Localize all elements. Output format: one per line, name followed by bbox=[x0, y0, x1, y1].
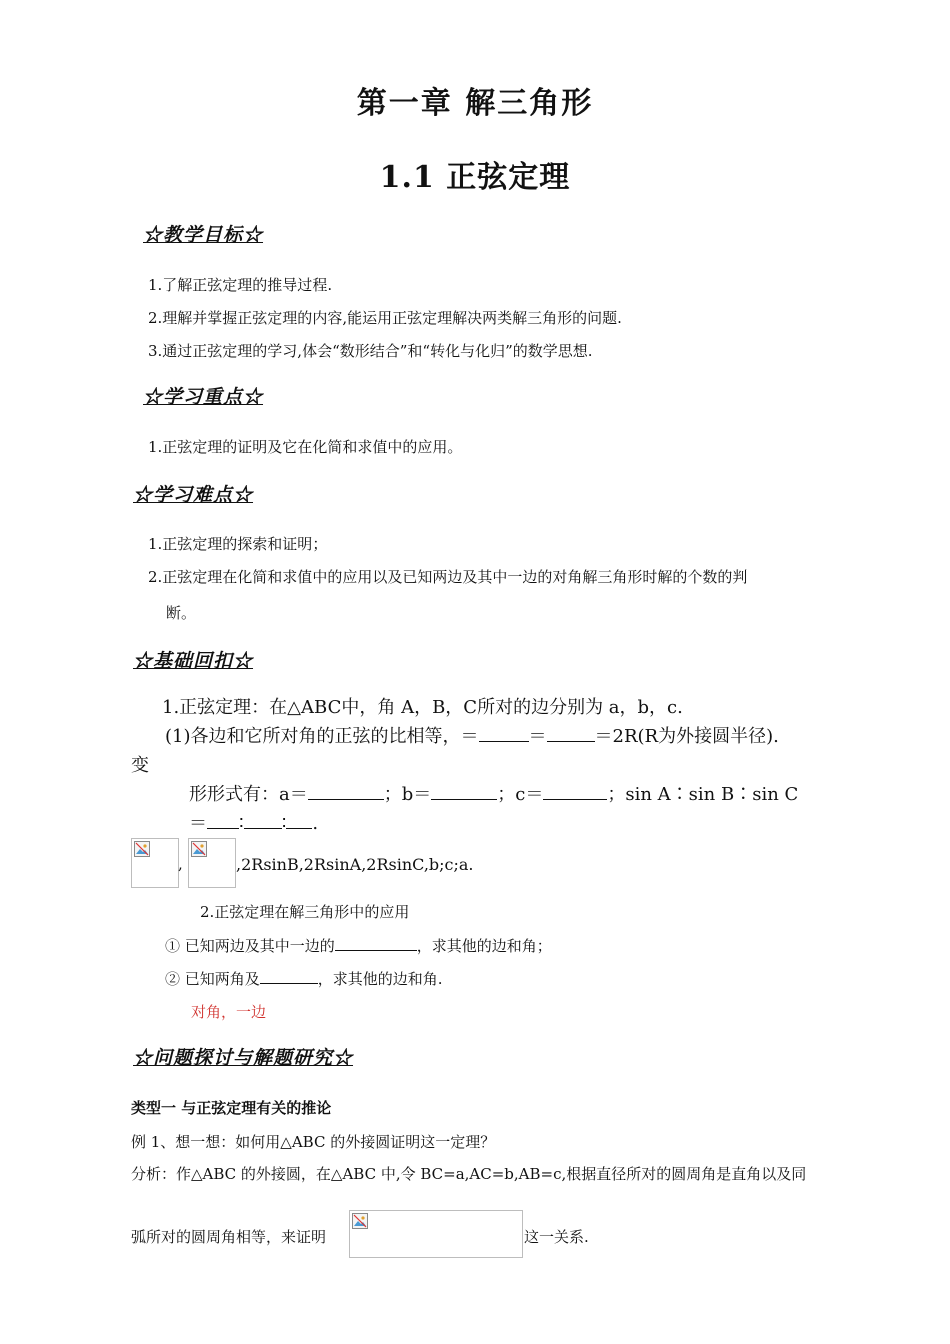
broken-image-icon bbox=[191, 841, 207, 857]
section-title: 1.1 正弦定理 bbox=[379, 160, 571, 195]
blank-c bbox=[543, 785, 607, 800]
key-point-item-1: 1.正弦定理的证明及它在化简和求值中的应用。 bbox=[148, 438, 463, 456]
basics-line-3: 变 bbox=[131, 755, 149, 776]
answer-separator: , bbox=[178, 855, 183, 873]
basics-line-5-a: ＝ bbox=[189, 813, 207, 834]
blank-b bbox=[431, 785, 497, 800]
blank-ratio-sin-b bbox=[244, 814, 282, 829]
key-points-heading: ☆学习重点☆ bbox=[143, 386, 264, 408]
blank-a bbox=[308, 785, 384, 800]
difficulties-heading: ☆学习难点☆ bbox=[133, 484, 254, 506]
blank-opposite-angle bbox=[335, 936, 417, 951]
blank-one-side bbox=[260, 969, 318, 984]
chapter-title: 第一章 解三角形 bbox=[356, 86, 594, 121]
broken-image-icon bbox=[352, 1213, 368, 1229]
objective-item-1: 1.了解正弦定理的推导过程. bbox=[148, 276, 333, 294]
broken-image-icon bbox=[134, 841, 150, 857]
analysis-line-1: 分析：作△ABC 的外接圆，在△ABC 中,令 BC=a,AC=b,AB=c,根据直径所对的圆周角是直角以及同 bbox=[131, 1165, 807, 1183]
type-1-title: 类型一 与正弦定理有关的推论 bbox=[131, 1099, 332, 1117]
analysis-line-2-b: 这一关系. bbox=[524, 1228, 589, 1246]
blank-ratio-sin-c bbox=[286, 814, 312, 829]
difficulty-item-1: 1.正弦定理的探索和证明； bbox=[148, 535, 328, 553]
basics-line-8 bbox=[165, 968, 443, 989]
blank-ratio-2 bbox=[547, 727, 595, 742]
basics-line-5-d: . bbox=[312, 813, 319, 834]
formula-image-3 bbox=[349, 1210, 523, 1258]
basics-line-1: 1.正弦定理：在△ABC中，角 A，B，C所对的边分别为 a，b，c. bbox=[162, 697, 683, 718]
basics-line-4-b: ；b＝ bbox=[383, 784, 432, 805]
basics-line-2-b: ＝ bbox=[528, 726, 547, 747]
basics-line-2-a: (1)各边和它所对角的正弦的比相等，＝ bbox=[165, 726, 479, 747]
basics-line-2 bbox=[165, 722, 779, 748]
basics-line-4-d: ；sin A∶sin B∶sin C bbox=[607, 784, 799, 805]
objective-item-2: 2.理解并掌握正弦定理的内容,能运用正弦定理解决两类解三角形的问题. bbox=[148, 309, 622, 327]
basics-line-8-a: ② 已知两角及 bbox=[165, 970, 260, 988]
basics-line-5-c: ∶ bbox=[281, 813, 287, 834]
difficulty-item-2-cont: 断。 bbox=[166, 604, 197, 622]
difficulty-item-2: 2.正弦定理在化简和求值中的应用以及已知两边及其中一边的对角解三角形时解的个数的判 bbox=[148, 568, 748, 586]
basics-line-5-b: ∶ bbox=[239, 813, 244, 834]
objective-item-3: 3.通过正弦定理的学习,体会“数形结合”和“转化与化归”的数学思想. bbox=[148, 342, 593, 360]
objectives-heading: ☆教学目标☆ bbox=[143, 224, 264, 246]
answer-text: ,2RsinB,2RsinA,2RsinC,b;c;a. bbox=[236, 855, 474, 874]
basics-line-7-b: ，求其他的边和角； bbox=[416, 937, 552, 955]
basics-line-4-c: ；c＝ bbox=[497, 784, 544, 805]
basics-heading: ☆基础回扣☆ bbox=[133, 650, 254, 672]
formula-image-2 bbox=[188, 838, 236, 888]
answer-red: 对角，一边 bbox=[191, 1003, 267, 1021]
basics-line-7-a: ① 已知两边及其中一边的 bbox=[165, 937, 335, 955]
blank-ratio-1 bbox=[479, 727, 529, 742]
blank-ratio-sin-a bbox=[207, 814, 239, 829]
basics-line-2-c: ＝2R(R为外接圆半径). bbox=[594, 726, 779, 747]
example-1: 例 1、想一想：如何用△ABC 的外接圆证明这一定理？ bbox=[131, 1133, 496, 1151]
basics-line-4-a: 形形式有：a＝ bbox=[189, 784, 308, 805]
basics-line-4 bbox=[189, 780, 798, 806]
formula-image-1 bbox=[131, 838, 179, 888]
analysis-line-2-a: 弧所对的圆周角相等，来证明 bbox=[131, 1228, 327, 1246]
basics-line-5 bbox=[189, 809, 318, 835]
basics-line-8-b: ，求其他的边和角. bbox=[317, 970, 443, 988]
basics-line-6: 2.正弦定理在解三角形中的应用 bbox=[200, 903, 410, 921]
research-heading: ☆问题探讨与解题研究☆ bbox=[133, 1047, 354, 1069]
basics-line-7 bbox=[165, 935, 552, 956]
